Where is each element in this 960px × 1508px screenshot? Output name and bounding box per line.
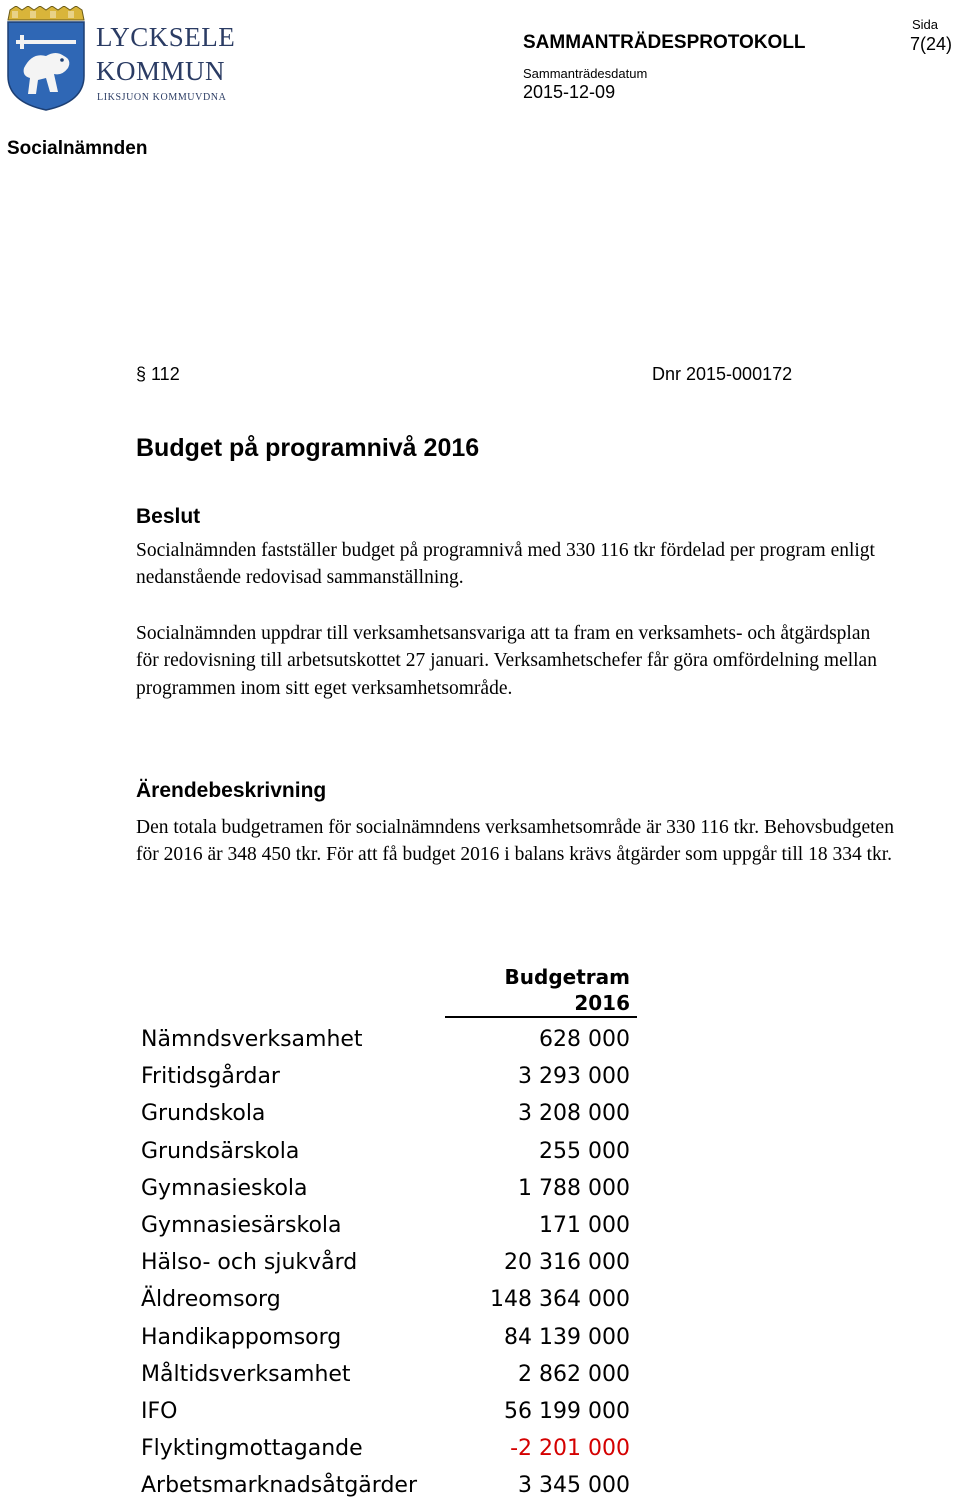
table-row	[141, 1248, 637, 1285]
case-number: Dnr 2015-000172	[652, 364, 793, 384]
page-label: Sida	[912, 17, 939, 32]
program-name: Måltidsverksamhet	[141, 1361, 351, 1387]
table-row	[141, 1099, 637, 1136]
decision-paragraph: Socialnämnden fastställer budget på programnivå med 330 116 tkr fördelad per program enligt nedanstående redovisad sammanställning.	[136, 540, 875, 589]
program-name: Äldreomsorg	[141, 1287, 281, 1313]
table-row	[141, 1323, 637, 1360]
logo-wordmark-lycksele: LYCKSELE	[96, 22, 236, 52]
budget-table	[141, 1025, 637, 1508]
table-row	[141, 1137, 637, 1174]
page-number: 7(24)	[910, 34, 953, 54]
committee-name: Socialnämnden	[7, 138, 148, 159]
logo-wordmark-sami: LIKSJUON KOMMUVDNA	[97, 92, 227, 103]
description-paragraph: Den totala budgetramen för socialnämndens verksamhetsområde är 330 116 tkr. Behovsbudgeten för 2016 är 348 450 tkr. För att få budget 2016 i balans krävs åtgärder som uppgår till 18 334 tkr.	[136, 817, 894, 866]
program-budget: 148 364 000	[490, 1287, 630, 1313]
program-budget: 3 208 000	[518, 1101, 630, 1127]
table-row	[141, 1174, 637, 1211]
program-name: Gymnasieskola	[141, 1175, 308, 1201]
table-row	[141, 1471, 637, 1508]
program-name: Gymnasiesärskola	[141, 1212, 342, 1238]
document-type: SAMMANTRÄDESPROTOKOLL	[523, 32, 806, 53]
program-budget: 2 862 000	[518, 1361, 630, 1387]
program-budget: 84 139 000	[504, 1324, 630, 1350]
budget-column-header: Budgetram	[504, 965, 630, 989]
section-number: § 112	[136, 364, 180, 384]
table-row	[141, 1397, 637, 1434]
program-name: Arbetsmarknadsåtgärder	[141, 1473, 417, 1499]
logo-wordmark-kommun: KOMMUN	[96, 56, 226, 86]
table-row	[141, 1285, 637, 1322]
meeting-date: 2015-12-09	[523, 82, 616, 102]
program-name: Fritidsgårdar	[141, 1064, 280, 1090]
program-budget: 1 788 000	[518, 1175, 630, 1201]
program-budget: 171 000	[539, 1212, 630, 1238]
table-row	[141, 1434, 637, 1471]
program-name: Hälso- och sjukvård	[141, 1250, 358, 1276]
coat-of-arms-icon	[6, 6, 90, 112]
program-budget: 3 293 000	[518, 1064, 630, 1090]
program-budget: 20 316 000	[504, 1250, 630, 1276]
header-underline	[445, 1016, 637, 1018]
table-row	[141, 1360, 637, 1397]
table-row	[141, 1062, 637, 1099]
table-row	[141, 1025, 637, 1062]
program-budget: -2 201 000	[510, 1436, 630, 1462]
budget-column-year: 2016	[574, 991, 630, 1015]
program-budget: 255 000	[539, 1138, 630, 1164]
program-budget: 3 345 000	[518, 1473, 630, 1499]
description-heading: Ärendebeskrivning	[136, 779, 327, 802]
program-name: Grundsärskola	[141, 1138, 300, 1164]
page-title: Budget på programnivå 2016	[136, 434, 480, 462]
program-name: Flyktingmottagande	[141, 1436, 363, 1462]
program-name: IFO	[141, 1398, 178, 1424]
program-budget: 628 000	[539, 1027, 630, 1052]
program-name: Nämndsverksamhet	[141, 1027, 363, 1052]
municipality-logo	[6, 6, 236, 114]
program-name: Grundskola	[141, 1101, 266, 1127]
assignment-paragraph: Socialnämnden uppdrar till verksamhetsansvariga att ta fram en verksamhets- och åtgärdsplan för redovisning till arbetsutskottet 27 januari. Verksamhetschefer får göra omfördelning mellan programmen inom sitt eget verksamhetsområde.	[136, 623, 877, 699]
program-name: Handikappomsorg	[141, 1324, 342, 1350]
table-row	[141, 1211, 637, 1248]
decision-heading: Beslut	[136, 505, 201, 528]
program-budget: 56 199 000	[504, 1398, 630, 1424]
meeting-date-label: Sammanträdesdatum	[523, 66, 648, 81]
